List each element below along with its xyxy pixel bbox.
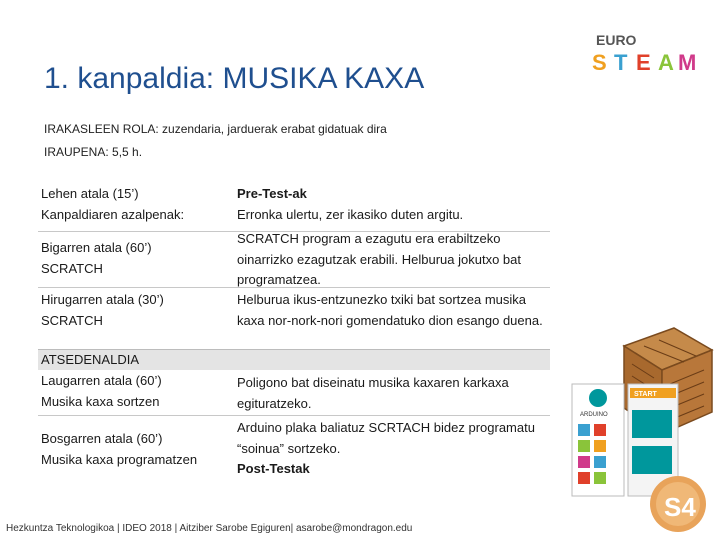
logo-bottom-text: STEAM xyxy=(592,30,596,31)
row-section-name: Bosgarren atala (60’) xyxy=(41,431,163,446)
row-section-topic: SCRATCH xyxy=(41,260,103,276)
row-right-cell xyxy=(237,418,547,480)
row-section-topic: Musika kaxa programatzen xyxy=(41,451,198,467)
row-description: Poligono bat diseinatu musika kaxaren karkaxa egituratzeko. xyxy=(237,375,509,411)
table-row xyxy=(38,229,550,288)
card-label: ARDUINO xyxy=(580,412,608,418)
row-section-name: Hirugarren atala (30’) xyxy=(41,292,164,307)
logo-letter-m: M xyxy=(678,50,697,74)
slide-title: 1. kanpaldia: MUSIKA KAXA xyxy=(44,62,425,95)
row-description: Helburua ikus-entzunezko txiki bat sortzea musika kaxa nor-nork-nori gomendatuko dion esango duena. xyxy=(237,292,543,328)
row-section-topic: Musika kaxa sortzen xyxy=(41,393,160,409)
euro-steam-logo xyxy=(592,30,702,74)
row-right-cell xyxy=(237,373,547,414)
row-section-topic: Kanpaldiaren azalpenak: xyxy=(41,206,185,222)
logo-top-text: EURO xyxy=(596,32,637,48)
slide-footer: Hezkuntza Teknologikoa | IDEO 2018 | Aitziber Sarobe Egiguren| asarobe@mondragon.edu xyxy=(6,523,413,534)
logo-letter-s: S xyxy=(592,50,607,74)
row-left-cell xyxy=(41,238,231,279)
start-label: START xyxy=(634,391,657,398)
badge-text: S4 xyxy=(664,492,696,522)
row-description: SCRATCH program a ezagutu era erabiltzeko oinarrizko ezagutzak erabili. Helburua jokutxo bat programatzea. xyxy=(237,231,521,287)
logo-letter-t: T xyxy=(614,50,628,74)
teacher-role-line: IRAKASLEEN ROLA: zuzendaria, jarduerak erabat gidatuak dira xyxy=(44,122,387,136)
break-row xyxy=(38,350,550,370)
table-row xyxy=(38,371,550,416)
break-label: ATSEDENALDIA xyxy=(41,352,140,367)
row-description: Post-Testak xyxy=(237,461,310,476)
row-right-cell xyxy=(237,184,547,225)
logo-letter-a: A xyxy=(658,50,674,74)
row-description: Erronka ulertu, zer ikasiko duten argitu. xyxy=(237,206,464,222)
row-section-name: Lehen atala (15’) xyxy=(41,186,139,201)
row-description: Pre-Test-ak xyxy=(237,186,307,201)
row-right-cell xyxy=(237,229,547,291)
duration-line: IRAUPENA: 5,5 h. xyxy=(44,145,143,159)
s4-badge xyxy=(648,476,712,540)
table-row xyxy=(38,184,550,232)
row-section-name: Bigarren atala (60’) xyxy=(41,240,152,255)
row-section-name: Laugarren atala (60’) xyxy=(41,373,162,388)
row-left-cell xyxy=(41,290,231,331)
table-row xyxy=(38,290,550,348)
row-left-cell xyxy=(41,429,231,470)
row-left-cell xyxy=(41,371,231,412)
row-left-cell xyxy=(41,184,231,225)
logo-letter-e: E xyxy=(636,50,651,74)
row-right-cell xyxy=(237,290,547,331)
table-row xyxy=(38,418,550,482)
row-description: Arduino plaka baliatuz SCRTACH bidez programatu “soinua” sortzeko. xyxy=(237,420,535,456)
row-section-topic: SCRATCH xyxy=(41,312,103,328)
